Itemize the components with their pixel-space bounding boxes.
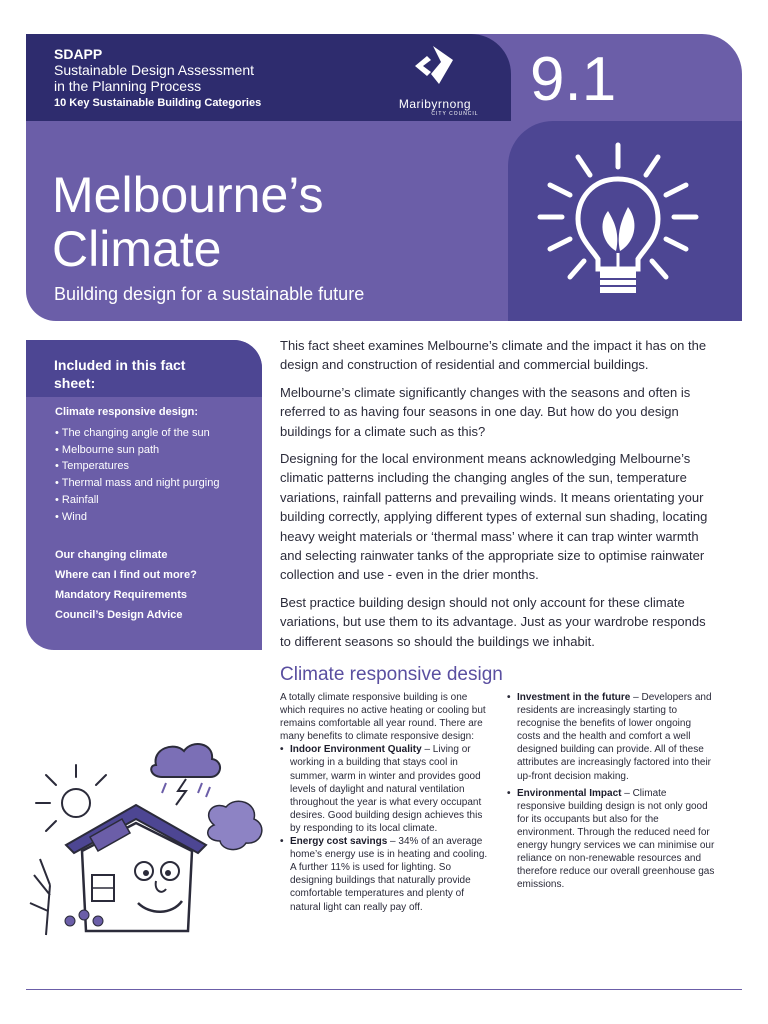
footer-rule — [26, 989, 742, 990]
council-logo — [385, 44, 485, 119]
benefit-bullet — [507, 787, 717, 892]
title-line: Climate — [52, 221, 222, 277]
intro-paragraph: Melbourne’s climate significantly changes with the seasons and often is referred to as having four seasons in one day. But how do you design buildings for a climate such as this? — [280, 384, 691, 439]
sidebar-list-item: • Thermal mass and night purging — [55, 475, 219, 492]
benefit-bullet — [280, 743, 490, 835]
brand-line: Sustainable Design Assessment — [54, 62, 254, 78]
sidebar-list-item: • Temperatures — [55, 458, 219, 475]
bulb-panel — [508, 121, 742, 321]
brand-line: in the Planning Process — [54, 78, 202, 94]
section-lead: A totally climate responsive building is one which requires no active heating or cooling but remains comfortable all year round. There are many benefits to climate responsive design: — [280, 692, 486, 743]
sidebar-section-heading: Climate responsive design: — [55, 406, 199, 418]
bullet-body: – Climate responsive building design is not only good for its occupants but also for the environment. Through the reduced need for energy hungry services we can minimise our reliance on non-renewable resources and therefore reduce our overall greenhouse gas emissions. — [517, 787, 715, 891]
lightbulb-leaf-icon — [508, 121, 742, 321]
sidebar-list — [55, 425, 219, 525]
section-column-right — [507, 691, 717, 891]
bullet-body: – 34% of an average home’s energy use is in heating and cooling. A further 11% is used for lighting. So designing buildings that naturally provide comfortable temperatures and plenty of natural light can really pay off. — [290, 836, 488, 913]
council-logo-icon — [405, 44, 465, 88]
intro-paragraph: Designing for the local environment means acknowledging Melbourne’s climatic patterns including the changing angles of the sun, temperature variations, rainfall patterns and prevailing winds. It means orientating your building correctly, applying different types of external sun shading, locating heavy weight materials or ‘thermal mass’ where it can trap winter warmth and selecting rainwater tanks of the appropriate size to optimise rainwater collection and use - even in the drier months. — [280, 451, 708, 583]
sidebar-link[interactable]: Where can I find out more? — [55, 569, 197, 581]
section-title: Climate responsive design — [280, 664, 503, 685]
page-title — [52, 168, 472, 276]
bullet-body: – Living or working in a building that stays cool in summer, warm in winter and provides good levels of daylight and natural ventilation throughout the year is what every occupant desires. Good building design achieves this by responding to its local climate. — [290, 744, 483, 834]
logo-name: Maribyrnong — [398, 97, 472, 111]
cartoon-house-weather-icon — [26, 735, 276, 945]
bullet-heading: Energy cost savings — [290, 836, 388, 848]
brand-acronym: SDAPP — [54, 46, 103, 62]
bullet-body: – Developers and residents are increasingly starting to recognise the benefits of lower ongoing costs and the health and comfort a well designed building can provide. All of these attributes are increasingly factored into their up-front decision making. — [517, 692, 712, 782]
sidebar-title: Included in this fact sheet: — [54, 357, 186, 391]
house-illustration — [26, 735, 276, 945]
benefit-bullet — [507, 691, 717, 783]
issue-number: 9.1 — [530, 45, 617, 114]
sidebar-list-item: • Wind — [55, 509, 219, 526]
sidebar-link[interactable]: Mandatory Requirements — [55, 589, 188, 601]
sidebar-list-item: • Melbourne sun path — [55, 442, 219, 459]
bullet-heading: Environmental Impact — [517, 787, 622, 799]
brand-tagline: 10 Key Sustainable Building Categories — [54, 97, 262, 109]
sidebar-list-item: • Rainfall — [55, 492, 219, 509]
intro-paragraph: This fact sheet examines Melbourne’s climate and the impact it has on the design and construction of residential and commercial buildings. — [280, 338, 707, 373]
section-column-left — [280, 691, 490, 914]
intro-text — [280, 336, 720, 659]
brand-block — [54, 46, 261, 112]
sidebar-link[interactable]: Our changing climate — [55, 549, 168, 561]
sidebar-link[interactable]: Council’s Design Advice — [55, 609, 183, 621]
title-line: Melbourne’s — [52, 167, 324, 223]
intro-paragraph: Best practice building design should not only account for these climate variations, but use them to its advantage. Just as your wardrobe responds to different seasons so should the buildings we inhabit. — [280, 594, 706, 649]
sidebar-list-item: • The changing angle of the sun — [55, 425, 219, 442]
sidebar-links — [55, 545, 197, 625]
bullet-heading: Indoor Environment Quality — [290, 744, 422, 756]
logo-subtext: CITY COUNCIL — [431, 111, 479, 117]
benefit-bullet — [280, 835, 490, 914]
bullet-heading: Investment in the future — [517, 692, 631, 703]
page-subtitle: Building design for a sustainable future — [54, 284, 365, 304]
